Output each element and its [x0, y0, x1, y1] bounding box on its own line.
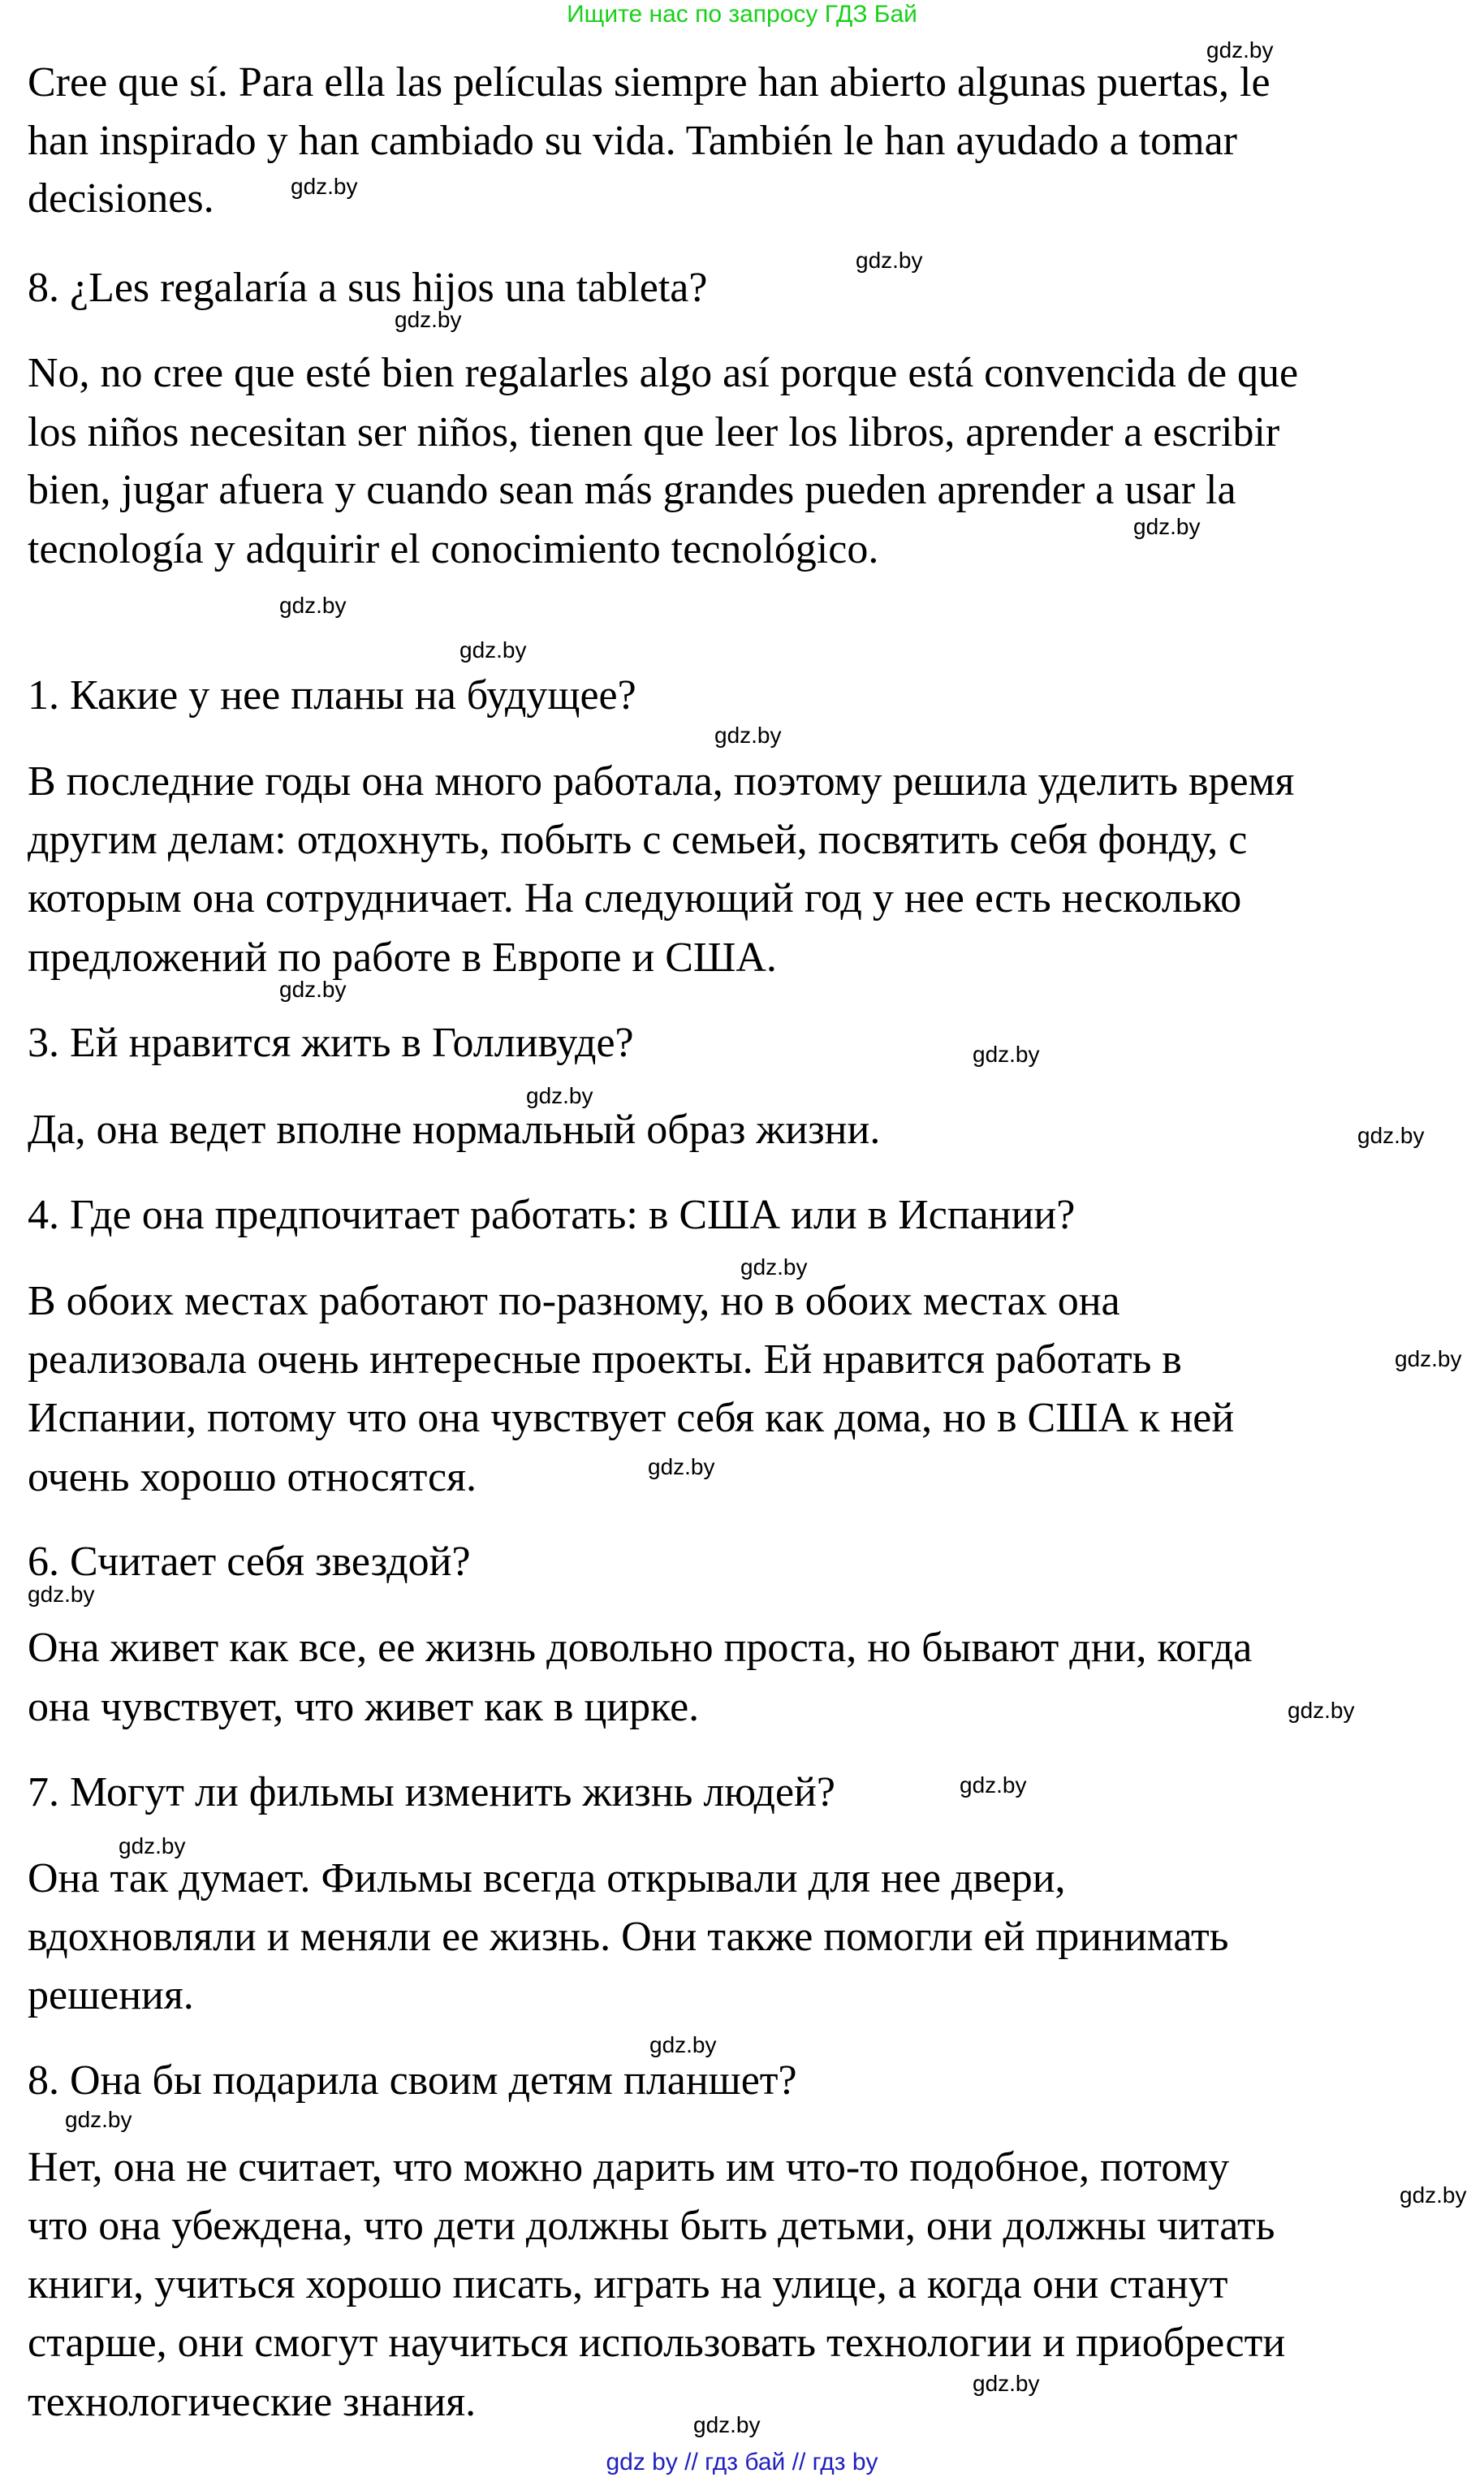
watermark: gdz.by [1288, 1698, 1355, 1723]
question-heading: 8. Она бы подарила своим детям планшет? [28, 2057, 797, 2104]
watermark: gdz.by [856, 248, 923, 273]
text-line: bien, jugar afuera y cuando sean más grandes pueden aprender a usar la [28, 467, 1236, 513]
text-line: han inspirado y han cambiado su vida. También le han ayudado a tomar [28, 118, 1237, 164]
text-line: tecnología y adquirir el conocimiento tecnológico. [28, 526, 879, 572]
text-line: Она живет как все, ее жизнь довольно проста, но бывают дни, когда [28, 1625, 1253, 1671]
footer-links[interactable]: gdz by // гдз бай // гдз by [606, 2449, 878, 2476]
text-line: los niños necesitan ser niños, tienen que leer los libros, aprender a escribir [28, 409, 1280, 455]
text-line: реализовала очень интересные проекты. Ей нравится работать в [28, 1336, 1182, 1383]
watermark: gdz.by [395, 307, 462, 332]
text-line: Да, она ведет вполне нормальный образ жизни. [28, 1107, 881, 1153]
text-line: технологические знания. [28, 2379, 477, 2425]
watermark: gdz.by [279, 593, 347, 618]
watermark: gdz.by [526, 1083, 593, 1108]
text-line: очень хорошо относятся. [28, 1454, 477, 1500]
text-line: Cree que sí. Para ella las películas siempre han abierto algunas puertas, le [28, 59, 1270, 106]
watermark: gdz.by [291, 174, 358, 199]
watermark: gdz.by [973, 1042, 1040, 1067]
watermark: gdz.by [973, 2371, 1040, 2396]
text-line: Нет, она не считает, что можно дарить им что-то подобное, потому [28, 2144, 1230, 2191]
text-line: что она убеждена, что дети должны быть детьми, они должны читать [28, 2203, 1275, 2249]
text-line: книги, учиться хорошо писать, играть на улице, а когда они станут [28, 2261, 1228, 2307]
question-heading: 3. Ей нравится жить в Голливуде? [28, 1020, 634, 1066]
text-line: Она так думает. Фильмы всегда открывали для нее двери, [28, 1855, 1066, 1901]
question-heading: 7. Могут ли фильмы изменить жизнь людей? [28, 1769, 835, 1815]
watermark: gdz.by [693, 2412, 761, 2437]
watermark: gdz.by [648, 1454, 715, 1479]
text-line: другим делам: отдохнуть, побыть с семьей, посвятить себя фонду, с [28, 817, 1248, 863]
text-line: решения. [28, 1972, 194, 2018]
watermark: gdz.by [28, 1582, 95, 1607]
watermark: gdz.by [740, 1254, 808, 1280]
question-heading: 1. Какие у нее планы на будущее? [28, 672, 636, 719]
text-line: предложений по работе в Европе и США. [28, 935, 777, 981]
watermark: gdz.by [119, 1833, 186, 1858]
watermark: gdz.by [1206, 37, 1274, 63]
watermark: gdz.by [1400, 2182, 1467, 2208]
watermark: gdz.by [1395, 1346, 1462, 1371]
search-hint-link[interactable]: Ищите нас по запросу ГДЗ Бай [567, 1, 917, 28]
question-heading: 4. Где она предпочитает работать: в США или в Испании? [28, 1192, 1076, 1238]
question-heading: 8. ¿Les regalaría a sus hijos una tableta? [28, 265, 708, 311]
watermark: gdz.by [649, 2032, 717, 2057]
question-heading: 6. Считает себя звездой? [28, 1539, 471, 1585]
text-line: Испании, потому что она чувствует себя как дома, но в США к ней [28, 1395, 1235, 1441]
text-line: которым она сотрудничает. На следующий год у нее есть несколько [28, 875, 1242, 922]
text-line: В обоих местах работают по-разному, но в обоих местах она [28, 1278, 1120, 1324]
watermark: gdz.by [459, 637, 527, 663]
watermark: gdz.by [1133, 514, 1201, 539]
watermark: gdz.by [960, 1772, 1027, 1798]
text-line: decisiones. [28, 175, 214, 222]
text-line: старше, они смогут научиться использовать технологии и приобрести [28, 2320, 1286, 2366]
text-line: вдохновляли и меняли ее жизнь. Они также помогли ей принимать [28, 1914, 1229, 1960]
watermark: gdz.by [279, 977, 347, 1002]
text-line: она чувствует, что живет как в цирке. [28, 1684, 700, 1730]
text-line: В последние годы она много работала, поэтому решила уделить время [28, 758, 1295, 805]
watermark: gdz.by [65, 2107, 132, 2132]
text-line: No, no cree que esté bien regalarles algo así porque está convencida de que [28, 350, 1299, 396]
watermark: gdz.by [1357, 1123, 1425, 1148]
watermark: gdz.by [714, 723, 782, 748]
